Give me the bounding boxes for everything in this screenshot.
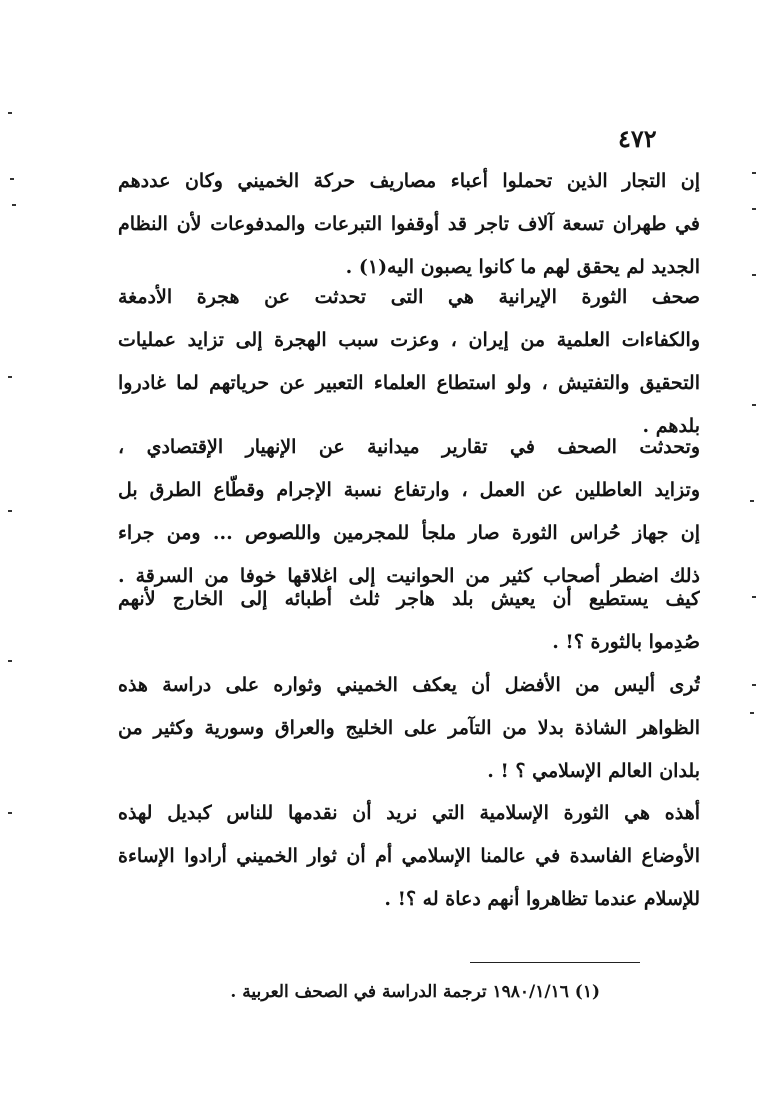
margin-mark	[752, 404, 756, 406]
margin-mark	[12, 204, 16, 206]
paragraph-line: والكفاءات العلمية من إيران ، وعزت سبب الهجرة إلى تزايد عمليات	[118, 329, 700, 351]
paragraph-3	[118, 426, 700, 598]
paragraph-4	[118, 578, 700, 664]
paragraph-line: إن التجار الذين تحملوا أعباء مصاريف حركة الخميني وكان عددهم	[118, 170, 700, 192]
margin-mark	[8, 112, 12, 114]
paragraph-line: التحقيق والتفتيش ، ولو استطاع العلماء التعبير عن حرياتهم لما غادروا	[118, 372, 700, 394]
margin-mark	[8, 376, 12, 378]
paragraph-line: صحف الثورة الإيرانية هي التى تحدثت عن هجرة الأدمغة	[118, 286, 700, 308]
paragraph-1	[118, 160, 700, 289]
margin-mark	[8, 812, 12, 814]
margin-mark	[752, 208, 756, 210]
margin-mark	[10, 178, 14, 180]
paragraph-line: بلدان العالم الإسلامي ؟ ! .	[487, 760, 700, 782]
paragraph-line: الظواهر الشاذة بدلا من التآمر على الخليج والعراق وسورية وكثير من	[118, 717, 700, 739]
margin-mark	[752, 684, 756, 686]
paragraph-line: أهذه هي الثورة الإسلامية التي نريد أن نقدمها للناس كبديل لهذه	[118, 802, 700, 824]
paragraph-line: كيف يستطيع أن يعيش بلد هاجر ثلث أطبائه إلى الخارج لأنهم	[118, 588, 700, 610]
paragraph-2	[118, 276, 700, 448]
paragraph-line: صُدِموا بالثورة ؟! .	[552, 631, 700, 653]
paragraph-line: الأوضاع الفاسدة في عالمنا الإسلامي أم أن ثوار الخميني أرادوا الإساءة	[118, 845, 700, 867]
footnote-divider	[470, 962, 640, 963]
paragraph-line: ذلك اضطر أصحاب كثير من الحوانيت إلى اغلاقها خوفا من السرقة .	[118, 565, 700, 587]
margin-mark	[752, 596, 756, 598]
page-number: ٤٧٢	[618, 124, 657, 153]
margin-mark	[750, 500, 754, 502]
paragraph-5	[118, 664, 700, 793]
paragraph-line: الجديد لم يحقق لهم ما كانوا يصبون اليه(١) .	[345, 256, 700, 278]
paragraph-line: إن جهاز حُراس الثورة صار ملجأ للمجرمين واللصوص ... ومن جراء	[118, 522, 700, 544]
paragraph-line: وتحدثت الصحف في تقارير ميدانية عن الإنهيار الإقتصادي ،	[118, 436, 700, 458]
margin-mark	[752, 172, 756, 174]
margin-mark	[8, 510, 12, 512]
paragraph-line: للإسلام عندما تظاهروا أنهم دعاة له ؟! .	[384, 888, 700, 910]
margin-mark	[750, 712, 754, 714]
margin-mark	[8, 660, 12, 662]
margin-mark	[752, 274, 756, 276]
footnote: (١) ١٩٨٠/١/١٦ ترجمة الدراسة في الصحف العربية .	[230, 982, 600, 1002]
paragraph-line: تُرى أليس من الأفضل أن يعكف الخميني وثواره على دراسة هذه	[118, 674, 700, 696]
paragraph-6	[118, 792, 700, 921]
paragraph-line: بلدهم .	[642, 415, 700, 437]
paragraph-line: وتزايد العاطلين عن العمل ، وارتفاع نسبة الإجرام وقطّاع الطرق بل	[118, 479, 700, 501]
paragraph-line: في طهران تسعة آلاف تاجر قد أوقفوا التبرعات والمدفوعات لأن النظام	[118, 213, 700, 235]
